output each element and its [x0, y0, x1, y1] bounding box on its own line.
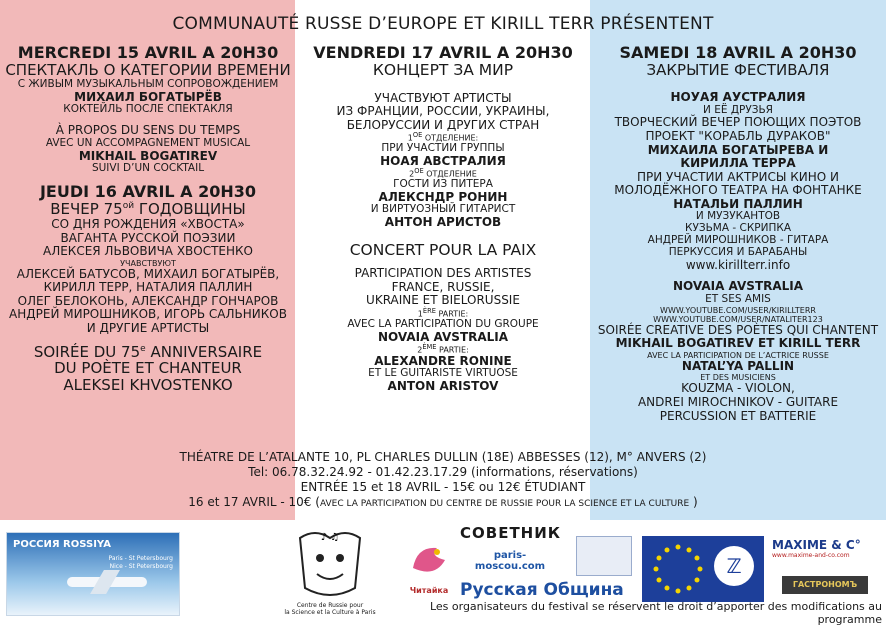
- part-sup: ОЕ: [412, 131, 423, 140]
- title-part: ГОДОВЩИНЫ: [134, 200, 246, 219]
- title-sup: ой: [122, 201, 135, 212]
- price-text: 16 et 17 AVRIL - 10€ (: [188, 495, 320, 509]
- part-text: PARTIE:: [436, 345, 469, 355]
- russian-centre-logo: [274, 528, 386, 624]
- title-part: SOIRÉE DU 75: [33, 342, 141, 361]
- fr-line: ANDREI MIROCHNIKOV - GUITARE: [637, 394, 839, 409]
- poster-header: COMMUNAUTÉ RUSSE D’EUROPE ET KIRILL TERR PRÉSENTENT: [172, 14, 714, 34]
- chitayka-logo: [400, 538, 458, 608]
- ru-performer: НАТАЛЬИ ПАЛЛИН: [673, 196, 803, 211]
- ru-line: ИЗ ФРАНЦИИ, РОССИИ, УКРАИНЫ,: [336, 104, 550, 119]
- fr-title-line: DU POÈTE ET CHANTEUR: [54, 359, 242, 378]
- price-info: ENTRÉE 15 et 18 AVRIL - 15€ ou 12€ ÉTUDIANT: [300, 480, 586, 494]
- ru-line: АНДРЕЙ МИРОШНИКОВ, ИГОРЬ САЛЬНИКОВ: [9, 307, 287, 322]
- fr-performer: MIKHAIL BOGATIREV: [78, 148, 218, 163]
- ru-line: ВАГАНТА РУССКОЙ ПОЭЗИИ: [60, 230, 236, 245]
- title-sup: e: [140, 343, 146, 354]
- part-num: 1: [407, 133, 413, 143]
- svg-text:♪ ♫: ♪ ♫: [320, 532, 340, 543]
- ru-title-2: [4, 201, 292, 218]
- ru-performer: МИХАИЛ БОГАТЫРЁВ: [74, 89, 222, 104]
- sovetnik-logo: [460, 524, 560, 580]
- ru-line: АЛЕКСЕЙ БАТУСОВ, МИХАИЛ БОГАТЫРЁВ,: [16, 266, 280, 281]
- youtube-link[interactable]: WWW.YOUTUBE.COM/USER/NATALITER123: [653, 314, 823, 324]
- fr-line: PARTICIPATION DES ARTISTES: [354, 266, 532, 281]
- chitayka-name: Читайка: [409, 586, 449, 595]
- gastronom-logo: ГАСТРОНОМЪ: [782, 576, 868, 594]
- ru-line: И ВИРТУОЗНЫЙ ГИТАРИСТ: [370, 203, 516, 216]
- fr-line: AVEC UN ACCOMPAGNEMENT MUSICAL: [45, 136, 251, 149]
- ru-line: ТВОРЧЕСКИЙ ВЕЧЕР ПОЮЩИХ ПОЭТОВ: [614, 115, 862, 130]
- title-part: ВЕЧЕР 75: [50, 200, 123, 219]
- price-note: AVEC LA PARTICIPATION DU CENTRE DE RUSSIE POUR LA SCIENCE ET LA CULTURE: [319, 499, 690, 509]
- route-2: Nice - St Petersbourg: [109, 562, 173, 570]
- part-text: ОТДЕЛЕНИЕ:: [422, 133, 479, 143]
- eu-logo: [642, 536, 764, 602]
- column-friday: [300, 44, 586, 394]
- ru-line: И МУЗУКАНТОВ: [695, 210, 781, 223]
- ru-band: НОУАЯ АУСТРАЛИЯ: [670, 90, 806, 105]
- fr-line: SOIRÉE CREATIVE DES POÈTES QUI CHANTENT: [597, 322, 879, 337]
- ru-line: ПРИ УЧАСТИИ ГРУППЫ: [381, 141, 505, 154]
- column-wednesday-thursday: [4, 44, 292, 394]
- phone-info: Tel: 06.78.32.24.92 - 01.42.23.17.29 (informations, réservations): [248, 465, 638, 479]
- films-logo: [576, 536, 632, 576]
- ru-line: И ЕЁ ДРУЗЬЯ: [703, 103, 773, 116]
- rossiya-name: РОССИЯ ROSSIYA: [13, 539, 111, 550]
- event-date-friday: VENDREDI 17 AVRIL A 20H30: [313, 43, 573, 62]
- rossiya-airline-ad: [6, 532, 180, 616]
- ru-line: ПРИ УЧАСТИИ АКТРИСЫ КИНО И: [636, 169, 840, 184]
- paris-moscou-logo: paris-moscou.com: [474, 550, 546, 572]
- fr-line: ET DES MUSICIENS: [700, 373, 776, 383]
- ru-line: СО ДНЯ РОЖДЕНИЯ «ХВОСТА»: [51, 217, 245, 232]
- fr-line: PERCUSSION ET BATTERIE: [659, 408, 817, 423]
- russkaya-obschina-logo: Русская Община: [460, 580, 624, 600]
- venue-address: THÉATRE DE L’ATALANTE 10, PL CHARLES DULLIN (18E) ABBESSES (12), M° ANVERS (2): [179, 450, 707, 464]
- fr-performer: MIKHAIL BOGATIREV ET KIRILL TERR: [615, 336, 861, 351]
- fr-title-2: [4, 344, 292, 361]
- ru-title: КОНЦЕРТ ЗА МИР: [372, 61, 514, 80]
- ru-line: ОЛЕГ БЕЛОКОНЬ, АЛЕКСАНДР ГОНЧАРОВ: [17, 293, 279, 308]
- fr-title-line: ALEKSEI KHVOSTENKO: [63, 376, 233, 395]
- route-1: Paris - St Petersbourg: [108, 555, 173, 562]
- ru-line: КИРИЛЛ ТЕРР, НАТАЛИЯ ПАЛЛИН: [43, 280, 253, 295]
- theatre-masks-icon: [295, 528, 365, 602]
- fr-line: ET LE GUITARISTE VIRTUOSE: [368, 367, 518, 380]
- ru-performer: КИРИЛЛА ТЕРРА: [680, 156, 796, 171]
- part-num: 2: [417, 345, 423, 355]
- ru-line: ГОСТИ ИЗ ПИТЕРА: [393, 178, 493, 190]
- fr-band: NOVAIA AVSTRALIA: [377, 329, 509, 344]
- website-link[interactable]: www.kirillterr.info: [685, 257, 791, 272]
- fr-line: AVEC LA PARTICIPATION DU GROUPE: [347, 317, 539, 330]
- fr-title: CONCERT POUR LA PAIX: [349, 240, 537, 259]
- ru-performer: МИХАИЛА БОГАТЫРЕВА И: [647, 142, 829, 157]
- ru-line: КОКТЕЙЛЬ ПОСЛЕ СПЕКТАКЛЯ: [63, 103, 233, 116]
- event-date-saturday: SAMEDI 18 AVRIL A 20H30: [619, 43, 857, 62]
- centre-caption: Centre de Russie pour: [296, 602, 364, 609]
- column-saturday: [594, 44, 882, 423]
- part-num: 2: [409, 169, 415, 179]
- ru-line: АНДРЕЙ МИРОШНИКОВ - ГИТАРА: [647, 233, 829, 246]
- ru-line: С ЖИВЫМ МУЗЫКАЛЬНЫМ СОПРОВОЖДЕНИЕМ: [17, 78, 279, 91]
- part-sup: ÈME: [422, 343, 437, 352]
- fr-line: AVEC LA PARTICIPATION DE L’ACTRICE RUSSE: [647, 350, 829, 360]
- ru-line: УЧАСТВУЮТ АРТИСТЫ: [374, 90, 512, 105]
- part-text: PARTIE:: [435, 309, 469, 319]
- ru-line: ПЕРКУССИЯ И БАРАБАНЫ: [668, 245, 808, 258]
- ru-line: АЛЕКСЕЯ ЛЬВОВИЧА ХВОСТЕНКО: [42, 244, 254, 259]
- bird-icon: [407, 538, 451, 582]
- fr-line: UKRAINE ET BIELORUSSIE: [366, 293, 520, 308]
- ru-title: ЗАКРЫТИЕ ФЕСТИВАЛЯ: [646, 61, 830, 80]
- fr-performer: ALEXANDRE RONINE: [374, 353, 512, 368]
- airplane-icon: [67, 577, 147, 587]
- fr-performer: ANTON ARISTOV: [387, 379, 499, 394]
- maxime-site: www.maxime-and-co.com: [772, 552, 850, 559]
- title-part: ANNIVERSAIRE: [145, 342, 263, 361]
- maxime-logo: [772, 538, 874, 574]
- ru-band: НОАЯ АВСТРАЛИЯ: [380, 153, 506, 168]
- ru-line: МОЛОДЁЖНОГО ТЕАТРА НА ФОНТАНКЕ: [614, 183, 862, 198]
- disclaimer: Les organisateurs du festival se réservent le droit d’apporter des modifications au programme: [429, 600, 882, 626]
- fr-performer: NATAL’YA PALLIN: [681, 358, 795, 373]
- fr-line: SUIVI D’UN COCKTAIL: [91, 162, 205, 175]
- fr-title-1: À PROPOS DU SENS DU TEMPS: [55, 123, 241, 138]
- ru-line: ПРОЕКТ "КОРАБЛЬ ДУРАКОВ": [645, 128, 831, 143]
- z-letter-icon: ℤ: [714, 546, 754, 586]
- ru-title-1: СПЕКТАКЛЬ О КАТЕГОРИИ ВРЕМЕНИ: [5, 61, 291, 80]
- youtube-link[interactable]: WWW.YOUTUBE.COM/USER/KIRILLTERR: [660, 305, 816, 315]
- centre-caption: la Science et la Culture à Paris: [284, 609, 376, 617]
- fr-band: NOVAIA AVSTRALIA: [672, 279, 804, 294]
- eu-stars-icon: [648, 539, 708, 599]
- maxime-name: MAXIME & C°: [772, 538, 861, 552]
- ru-performer: АНТОН АРИСТОВ: [384, 215, 502, 230]
- fr-line: ET SES AMIS: [705, 292, 771, 305]
- event-date-thursday: JEUDI 16 AVRIL A 20H30: [39, 182, 257, 202]
- venue-info: [0, 450, 886, 510]
- part-text: ОТДЕЛЕНИЕ: [423, 169, 477, 179]
- part-num: 1: [417, 309, 423, 319]
- ru-line: УЧАВСТВУЮТ: [120, 258, 176, 268]
- fr-line: FRANCE, RUSSIE,: [391, 279, 495, 294]
- price-info-2: [0, 495, 886, 510]
- fr-line: KOUZMA - VIOLON,: [681, 381, 795, 396]
- rossiya-routes: [108, 555, 173, 571]
- ru-line: КУЗЬМА - СКРИПКА: [685, 222, 791, 235]
- part-sup: ОЕ: [414, 167, 424, 176]
- ru-line: БЕЛОРУССИИ И ДРУГИХ СТРАН: [346, 117, 540, 132]
- event-date-wednesday: MERCREDI 15 AVRIL A 20H30: [17, 43, 279, 62]
- ru-line: И ДРУГИЕ АРТИСТЫ: [86, 320, 210, 335]
- sovetnik-name: СОВЕТНИК: [460, 524, 562, 542]
- ru-performer: АЛЕКСНДР РОНИН: [378, 189, 508, 204]
- price-text: ): [689, 495, 698, 509]
- part-sup: ÈRE: [422, 306, 436, 315]
